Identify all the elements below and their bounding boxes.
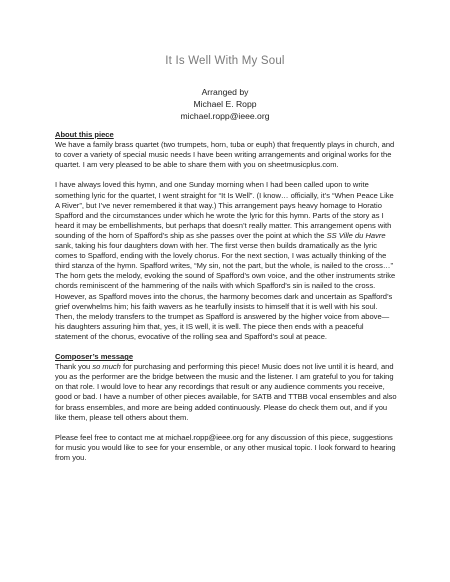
composer-heading: Composer’s message — [55, 352, 134, 362]
about-paragraph-intro: We have a family brass quartet (two trumpets, horn, tuba or euph) that frequently plays in church, and to cover a variety of special music needs I have been writing arrangements and original works for the quartet. I am very pleased to be able to share them with you on sheetmusicplus.com. — [55, 140, 395, 170]
about-paragraph-story — [55, 180, 397, 342]
about-heading: About this piece — [55, 130, 114, 139]
thanks-text-start: Thank you — [55, 362, 93, 372]
thanks-emphasis: so much — [92, 362, 121, 372]
ship-name: SS Ville du Havre — [326, 230, 386, 240]
composer-paragraph-thanks — [55, 362, 397, 423]
composer-paragraph-contact: Please feel free to contact me at michael.ropp@ieee.org for any discussion of this piece, suggestions for music you would like to see for your ensemble, or any other musical topic. I look forward to hearing from you. — [55, 432, 396, 462]
arranger-email: michael.ropp@ieee.org — [180, 111, 270, 121]
story-text-end: sank, taking his four daughters down with her. The first verse then builds dramatically as the lyric comes to Spafford, ending with the lovely chorus. For the next section, I was actually thinking of the third stanza of the hymn. Spafford writes, “My sin, not the part, but the whole, is nailed to the cross…” The horn gets the melody, evoking the sound of Spafford’s own voice, and the other instruments strike chords reminiscent of the hammering of the nails with which Spafford’s sin is nailed to the cross. However, as Spafford moves into the chorus, the harmony becomes dark and uncertain as Spafford’s grief overwhelms him; his faith wavers as he tearfully insists to himself that it is well with his soul. Then, the melody transfers to the trumpet as Spafford is answered by the higher voice from above—his daughters assuring him that, yes, it IS well, it is well. The piece then ends with a peaceful statement of the chorus, evocative of the rolling sea and Spafford’s soul at peace. — [55, 241, 396, 341]
arranger-name: Michael E. Ropp — [193, 99, 257, 109]
body-text — [55, 130, 397, 463]
story-text-start: I have always loved this hymn, and one Sunday morning when I had been called upon to write something lyric for the quartet, I went straight for “It Is Well”. (I know… officially, it’s “When Peace Like A River”, but I’ve never remembered it that way.) This arrangement pays heavy homage to Horatio Spafford and the circumstances under which he wrote the lyric for this hymn. Parts of the story as I heard it may be embellishments, but perhaps that doesn’t really matter. This arrangement opens with sounding of the horn of Spafford’s ship as she passes over the point at which the — [55, 180, 394, 240]
arranged-by-label: Arranged by — [201, 87, 249, 97]
page-title: It Is Well With My Soul — [165, 55, 285, 67]
thanks-text-end: for purchasing and performing this piece! Music does not live until it is heard, and you as the performer are the bridge between the music and the listener. I am grateful to you for taking on that role. I would love to hear any recordings that result or any audience comments you receive, good or bad. I have a number of other pieces available, for SATB and TTBB vocal ensembles and also for brass ensembles, and more are being added continuously. Please do check them out, and if you like them, please tell others about them. — [55, 362, 397, 422]
